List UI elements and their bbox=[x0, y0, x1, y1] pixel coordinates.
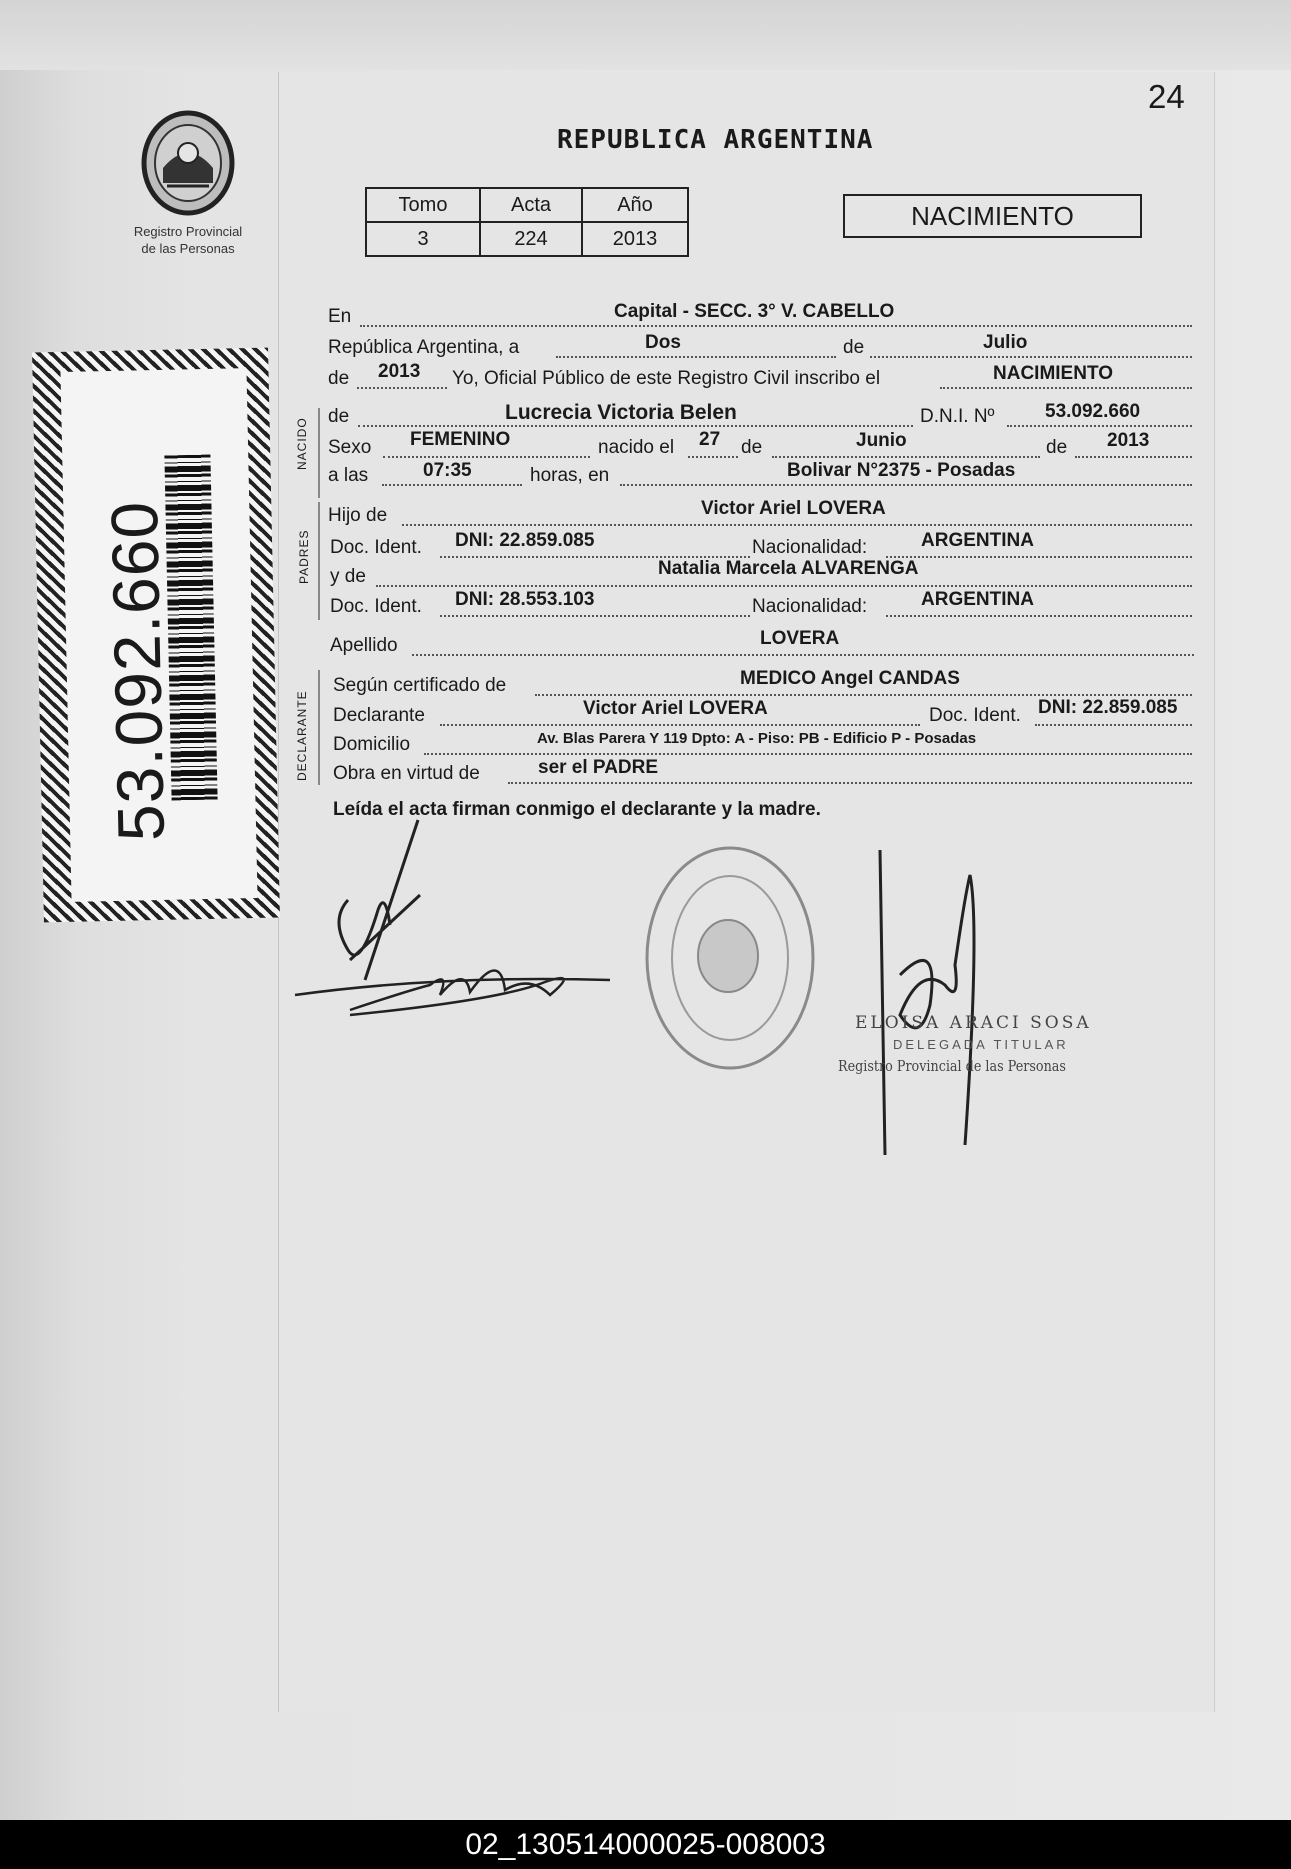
scan-shadow bbox=[0, 0, 1291, 70]
dotted-line bbox=[688, 454, 738, 458]
dotted-line bbox=[870, 354, 1192, 358]
dotted-line bbox=[1075, 454, 1192, 458]
value-anio: 2013 bbox=[378, 361, 421, 382]
header-tomo: Tomo bbox=[366, 188, 480, 222]
dotted-line bbox=[1035, 722, 1192, 726]
logo-label-line1: Registro Provincial bbox=[133, 224, 243, 239]
value-decl-doc: DNI: 22.859.085 bbox=[1038, 697, 1178, 718]
value-madre: Natalia Marcela ALVARENGA bbox=[658, 558, 919, 579]
dotted-line bbox=[620, 482, 1192, 486]
label-segun: Según certificado de bbox=[333, 675, 507, 696]
label-nacido: nacido el bbox=[598, 437, 675, 458]
label-domicilio: Domicilio bbox=[333, 734, 411, 755]
label-decl-doc: Doc. Ident. bbox=[929, 705, 1021, 726]
page-number: 24 bbox=[1148, 78, 1185, 115]
dotted-line bbox=[886, 613, 1192, 617]
label-alas: a las bbox=[328, 465, 369, 486]
label-nacionalidad: Nacionalidad: bbox=[752, 537, 868, 558]
act-type-box: NACIMIENTO bbox=[843, 194, 1142, 238]
section-label-declarante: DECLARANTE bbox=[295, 690, 309, 781]
registry-logo bbox=[118, 108, 258, 256]
dotted-line bbox=[360, 323, 1192, 327]
dotted-line bbox=[940, 385, 1192, 389]
label-sexo: Sexo bbox=[328, 437, 372, 458]
dotted-line bbox=[382, 482, 522, 486]
dotted-line bbox=[412, 652, 1194, 656]
value-anio: 2013 bbox=[582, 222, 688, 256]
value-padre-doc: DNI: 22.859.085 bbox=[455, 530, 595, 551]
value-dia: Dos bbox=[645, 332, 681, 353]
official-role: DELEGADA TITULAR bbox=[893, 1037, 1069, 1052]
declarant-signature-icon bbox=[290, 800, 620, 1030]
label-doc-ident-madre: Doc. Ident. bbox=[330, 596, 422, 617]
label-republica: República Argentina, a bbox=[328, 337, 520, 358]
divider-nacido bbox=[318, 408, 320, 498]
label-apellido: Apellido bbox=[330, 635, 398, 656]
label-de3: de bbox=[328, 406, 350, 427]
label-dni: D.N.I. Nº bbox=[920, 406, 995, 427]
label-horas: horas, en bbox=[530, 465, 610, 486]
dotted-line bbox=[357, 385, 447, 389]
logo-label-line2: de las Personas bbox=[141, 241, 235, 256]
value-hora: 07:35 bbox=[423, 460, 472, 481]
dotted-line bbox=[424, 751, 1192, 755]
dotted-line bbox=[1007, 423, 1192, 427]
label-de2: de bbox=[328, 368, 350, 389]
value-acta: 224 bbox=[480, 222, 582, 256]
value-nac-anio: 2013 bbox=[1107, 430, 1150, 451]
dotted-line bbox=[376, 583, 1192, 587]
document-title: REPUBLICA ARGENTINA bbox=[557, 125, 874, 155]
label-de: de bbox=[843, 337, 865, 358]
dotted-line bbox=[886, 554, 1192, 558]
value-dni: 53.092.660 bbox=[1045, 401, 1141, 422]
dotted-line bbox=[508, 780, 1192, 784]
section-label-padres: PADRES bbox=[297, 529, 311, 584]
dotted-line bbox=[402, 522, 1192, 526]
label-doc-ident: Doc. Ident. bbox=[330, 537, 422, 558]
label-nacionalidad-madre: Nacionalidad: bbox=[752, 596, 868, 617]
label-yo: Yo, Oficial Público de este Registro Civil inscribo el bbox=[452, 368, 881, 389]
value-inscribo: NACIMIENTO bbox=[993, 363, 1113, 384]
section-label-nacido: NACIDO bbox=[295, 417, 309, 470]
label-hijo: Hijo de bbox=[328, 505, 388, 526]
value-sexo: FEMENINO bbox=[410, 429, 511, 450]
label-yde: y de bbox=[330, 566, 366, 587]
official-org: Registro Provincial de las Personas bbox=[838, 1057, 1066, 1075]
value-nac-dia: 27 bbox=[699, 429, 721, 450]
header-anio: Año bbox=[582, 188, 688, 222]
divider-declarante bbox=[318, 670, 320, 785]
registry-table bbox=[365, 187, 689, 257]
label-obra: Obra en virtud de bbox=[333, 763, 480, 784]
official-name: ELOISA ARACI SOSA bbox=[855, 1013, 1092, 1033]
dotted-line bbox=[556, 354, 836, 358]
value-certificado: MEDICO Angel CANDAS bbox=[740, 668, 960, 689]
footer-id: 02_130514000025-008003 bbox=[0, 1820, 1291, 1869]
sticker-number: 53.092.660 bbox=[96, 500, 178, 842]
label-en: En bbox=[328, 306, 352, 327]
label-declarante: Declarante bbox=[333, 705, 425, 726]
value-domicilio: Av. Blas Parera Y 119 Dpto: A - Piso: PB - Edificio P - Posadas bbox=[537, 730, 977, 747]
value-padre-nac: ARGENTINA bbox=[921, 530, 1034, 551]
dotted-line bbox=[440, 722, 920, 726]
provincial-seal-icon bbox=[133, 108, 243, 218]
value-nombre: Lucrecia Victoria Belen bbox=[505, 401, 737, 424]
closing-statement: Leída el acta firman conmigo el declarante y la madre. bbox=[333, 799, 821, 820]
dotted-line bbox=[383, 454, 590, 458]
value-madre-doc: DNI: 28.553.103 bbox=[455, 589, 595, 610]
value-padre: Victor Ariel LOVERA bbox=[701, 498, 886, 519]
value-en: Capital - SECC. 3° V. CABELLO bbox=[614, 301, 895, 322]
dotted-line bbox=[440, 613, 750, 617]
value-mes: Julio bbox=[983, 332, 1028, 353]
dotted-line bbox=[772, 454, 1040, 458]
registry-stamp-icon bbox=[640, 838, 820, 1078]
divider-padres bbox=[318, 502, 320, 620]
value-obra: ser el PADRE bbox=[538, 757, 659, 778]
value-lugar: Bolivar N°2375 - Posadas bbox=[787, 460, 1016, 481]
value-apellido: LOVERA bbox=[760, 628, 840, 649]
value-declarante: Victor Ariel LOVERA bbox=[583, 698, 768, 719]
value-madre-nac: ARGENTINA bbox=[921, 589, 1034, 610]
dotted-line bbox=[535, 692, 1192, 696]
header-acta: Acta bbox=[480, 188, 582, 222]
label-de4: de bbox=[741, 437, 763, 458]
official-signature-icon bbox=[860, 845, 980, 1165]
label-de5: de bbox=[1046, 437, 1068, 458]
value-nac-mes: Junio bbox=[856, 430, 907, 451]
value-tomo: 3 bbox=[366, 222, 480, 256]
